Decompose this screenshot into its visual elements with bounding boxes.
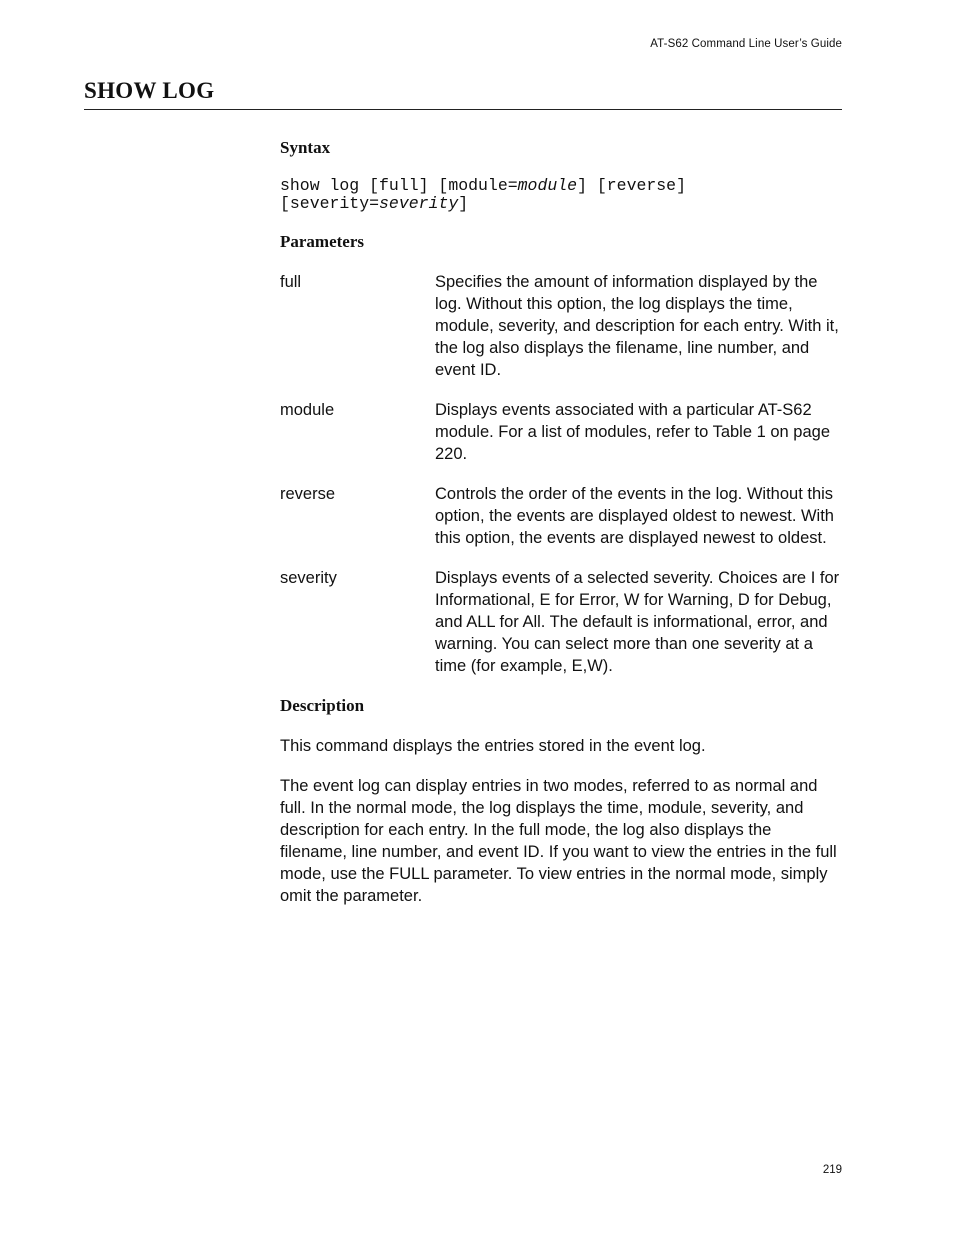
syntax-text: [severity= — [280, 194, 380, 213]
syntax-variable-module: module — [517, 176, 578, 195]
syntax-text: ] — [458, 194, 469, 213]
description-paragraph: This command displays the entries stored in the event log. — [280, 737, 706, 755]
syntax-heading: Syntax — [280, 138, 331, 157]
syntax-line-1 — [280, 177, 842, 195]
parameter-row-reverse — [280, 483, 842, 549]
parameter-name: full — [280, 273, 302, 291]
parameters-heading: Parameters — [280, 232, 365, 251]
syntax-code-block — [280, 177, 842, 213]
title-divider — [84, 109, 842, 110]
syntax-line-2 — [280, 195, 842, 213]
page-title: SHOW LOG — [84, 78, 215, 103]
running-header: AT-S62 Command Line User’s Guide — [650, 38, 842, 50]
parameter-row-module — [280, 399, 842, 465]
parameter-row-full — [280, 271, 842, 381]
parameter-description: Displays events of a selected severity. Choices are I for Informational, E for Error, W for Warning, D for Debug, and ALL for All. The default is informational, error, and warning. You can select more than one severity at a time (for example, E,W). — [435, 569, 840, 675]
parameter-description: Displays events associated with a particular AT-S62 module. For a list of modules, refer to Table 1 on page 220. — [435, 401, 831, 463]
parameter-description: Specifies the amount of information displayed by the log. Without this option, the log displays the time, module, severity, and description for each entry. With it, the log also displays the filename, line number, and event ID. — [435, 273, 839, 379]
page-number: 219 — [822, 1164, 842, 1176]
syntax-variable-severity: severity — [379, 194, 459, 213]
main-content — [280, 137, 842, 925]
syntax-text: show log [full] [module= — [280, 176, 518, 195]
parameter-description: Controls the order of the events in the log. Without this option, the events are displayed oldest to newest. With this option, the events are displayed newest to oldest. — [435, 485, 834, 547]
parameter-row-severity — [280, 567, 842, 677]
description-heading: Description — [280, 696, 365, 715]
parameter-name: reverse — [280, 485, 336, 503]
parameter-name: severity — [280, 569, 337, 587]
description-paragraph: The event log can display entries in two modes, referred to as normal and full. In the normal mode, the log displays the time, module, severity, and description for each entry. In the full mode, the log also displays the filename, line number, and event ID. If you want to view the entries in the full mode, use the FULL parameter. To view entries in the normal mode, simply omit the parameter. — [280, 777, 837, 905]
parameter-name: module — [280, 401, 335, 419]
syntax-text: ] [reverse] — [577, 176, 686, 195]
